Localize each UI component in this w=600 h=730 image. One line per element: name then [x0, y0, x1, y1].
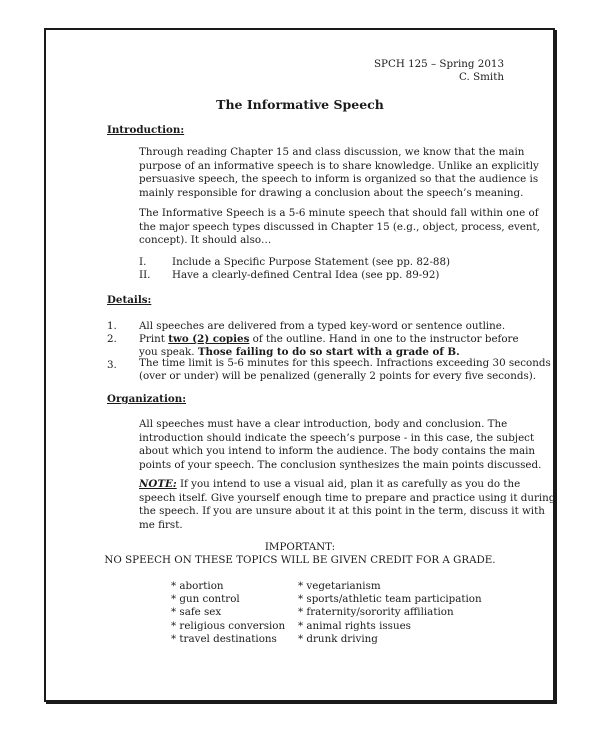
- topic-item: * sports/athletic team participation: [298, 593, 482, 606]
- list-item-continuation: (over or under) will be penalized (generally 2 points for every five seconds).: [139, 370, 537, 382]
- instructor-line: C. Smith: [459, 71, 504, 83]
- topic-item: * drunk driving: [298, 632, 378, 645]
- topic-item: * fraternity/sorority affiliation: [298, 606, 454, 619]
- text-line: mainly responsible for drawing a conclusion about the speech’s meaning.: [139, 186, 524, 199]
- introduction-paragraph-2: [139, 207, 540, 248]
- text-run: you speak.: [139, 346, 195, 358]
- topic-item: * animal rights issues: [298, 619, 411, 632]
- list-number: 3.: [107, 359, 117, 371]
- list-item: Have a clearly-defined Central Idea (see pp. 89-92): [172, 269, 440, 281]
- topic-item: * safe sex: [171, 606, 222, 619]
- list-item: The time limit is 5-6 minutes for this speech. Infractions exceeding 30 seconds: [139, 357, 551, 369]
- text-run: Print: [139, 333, 165, 345]
- text-line: The Informative Speech is a 5-6 minute speech that should fall within one of: [139, 207, 539, 219]
- course-line: SPCH 125 – Spring 2013: [373, 58, 504, 70]
- topics-left-column: [171, 580, 285, 646]
- text-line: the speech. If you are unsure about it at this point in the term, discuss it with: [139, 505, 545, 518]
- text-run: of the outline. Hand in one to the instructor before: [252, 333, 519, 345]
- details-heading: Details:: [107, 294, 152, 306]
- text-line: about which you intend to inform the audience. The body contains the main: [139, 445, 536, 458]
- text-line: points of your speech. The conclusion synthesizes the main points discussed.: [139, 458, 542, 471]
- topics-right-column: [298, 580, 482, 646]
- important-line: NO SPEECH ON THESE TOPICS WILL BE GIVEN CREDIT FOR A GRADE.: [104, 554, 496, 566]
- list-item: [139, 333, 519, 346]
- topic-item: * vegetarianism: [298, 580, 381, 592]
- important-heading: IMPORTANT:: [264, 541, 336, 553]
- topic-item: * gun control: [171, 593, 240, 606]
- text-line: the major speech types discussed in Chapter 15 (e.g., object, process, event,: [139, 220, 540, 233]
- introduction-heading: Introduction:: [107, 124, 185, 136]
- text-run: If you intend to use a visual aid, plan it as carefully as you do the: [179, 478, 521, 490]
- text-line: persuasive speech, the speech to inform is organized so that the audience is: [139, 173, 539, 186]
- note-paragraph: [139, 478, 555, 532]
- list-number: 1.: [107, 320, 117, 332]
- list-number: I.: [139, 256, 147, 268]
- list-number: II.: [139, 269, 151, 281]
- topic-item: * religious conversion: [171, 619, 286, 632]
- text-line: concept). It should also…: [139, 234, 272, 247]
- text-line: [139, 478, 555, 492]
- list-number: 2.: [107, 333, 117, 345]
- introduction-paragraph-1: [139, 146, 539, 200]
- text-line: speech itself. Give yourself enough time to prepare and practice using it during: [139, 491, 556, 504]
- topic-item: * abortion: [171, 580, 224, 592]
- organization-heading: Organization:: [107, 393, 187, 405]
- list-item: Include a Specific Purpose Statement (see pp. 82-88): [172, 256, 451, 268]
- text-line: purpose of an informative speech is to share knowledge. Unlike an explicitly: [139, 159, 539, 172]
- document-title: The Informative Speech: [216, 97, 384, 112]
- text-line: me first.: [139, 518, 183, 531]
- note-label: NOTE:: [139, 478, 177, 490]
- text-line: Through reading Chapter 15 and class discussion, we know that the main: [139, 146, 525, 158]
- emphasis-warning: Those failing to do so start with a grade of B.: [197, 346, 460, 358]
- text-line: introduction should indicate the speech’s purpose - in this case, the subject: [139, 431, 535, 444]
- organization-paragraph: [139, 418, 541, 472]
- text-line: All speeches must have a clear introduction, body and conclusion. The: [139, 418, 508, 430]
- emphasis-copies: two (2) copies: [168, 333, 250, 345]
- list-item: All speeches are delivered from a typed key-word or sentence outline.: [139, 320, 506, 332]
- topic-item: * travel destinations: [171, 632, 277, 645]
